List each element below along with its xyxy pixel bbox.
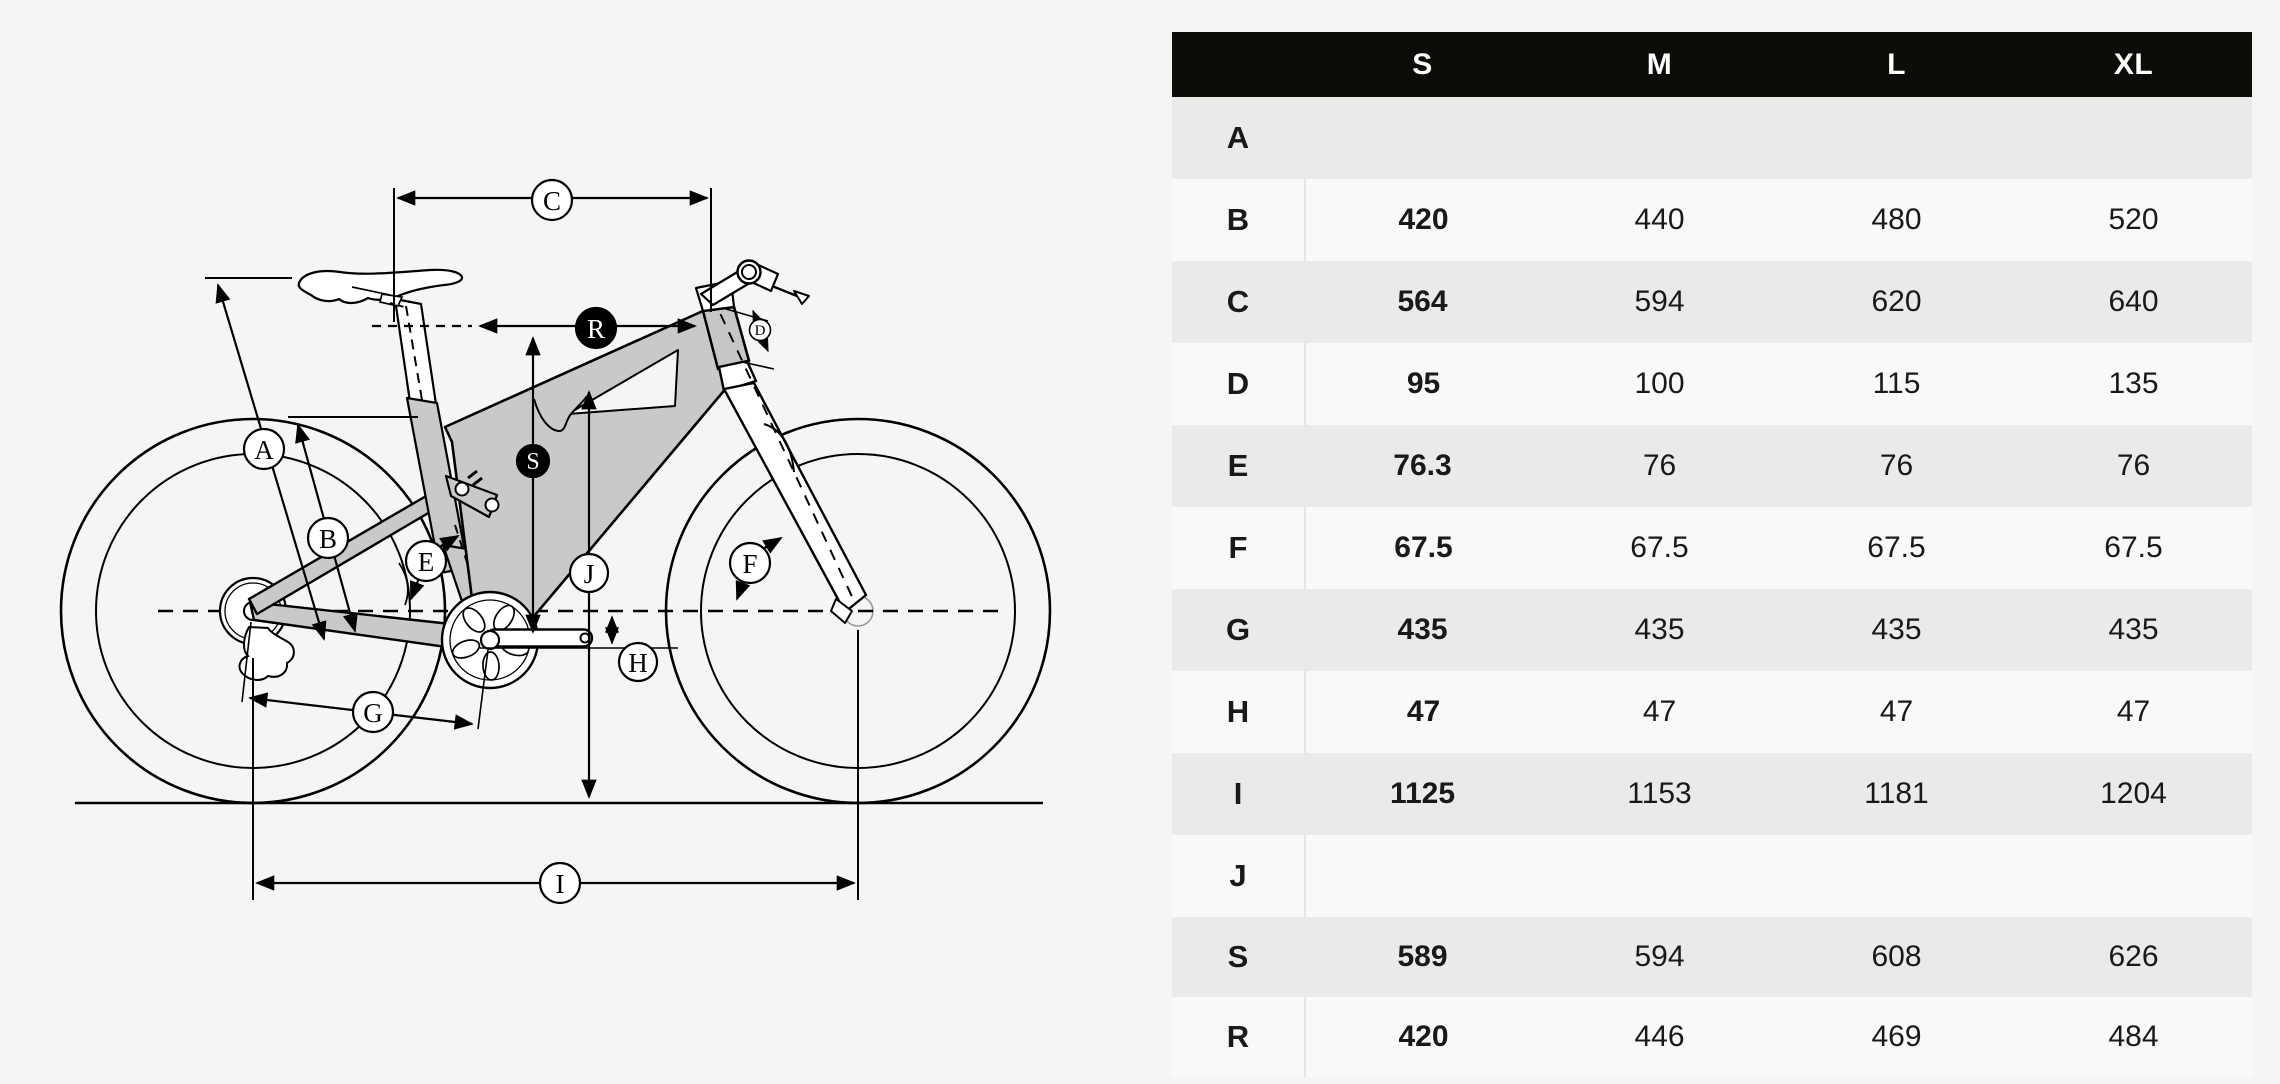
row-label-a: A [1226,120,1250,155]
label-F [730,543,770,583]
label-G [353,692,393,732]
cell-r-l: 469 [1871,1020,1922,1053]
row-label-e: E [1227,448,1249,483]
cell-r-s: 420 [1304,997,1541,1077]
dim-label-R: R [586,314,606,344]
cell-j-xl [2015,835,2252,917]
row-label-i: I [1233,776,1243,811]
column-header-m: M [1646,47,1673,81]
table-row-d [1172,343,2252,425]
cell-e-m: 76 [1642,449,1677,482]
cell-d-s: 95 [1304,343,1541,425]
cell-r-xl: 484 [2108,1020,2159,1053]
cell-i-m: 1153 [1627,777,1692,810]
cell-e-l: 76 [1879,449,1914,482]
cell-s-s: 589 [1397,940,1448,973]
cell-c-s: 564 [1397,285,1448,318]
dim-label-G: G [363,698,383,728]
label-E [406,541,446,581]
cell-j-s [1304,835,1541,917]
cell-h-s: 47 [1304,671,1541,753]
column-header-l: L [1887,47,1906,81]
label-S [517,445,549,477]
cell-j-l [1778,835,2015,917]
cell-h-m: 47 [1642,695,1677,728]
cell-i-l: 1181 [1864,777,1929,810]
label-J [570,554,608,592]
row-label-j: J [1229,858,1247,893]
row-label-d: D [1226,366,1250,401]
table-row-i [1172,753,2252,835]
dim-label-S: S [526,449,540,475]
cell-s-l: 608 [1871,940,1922,973]
cell-h-xl: 47 [2116,695,2151,728]
cell-a-s [1304,97,1541,179]
crankset [442,592,592,688]
dim-label-C: C [542,186,562,216]
cell-j-m [1541,835,1778,917]
table-corner-cell [1172,32,1304,97]
cell-g-m: 435 [1634,613,1685,646]
label-R [576,308,616,348]
cell-g-xl: 435 [2108,613,2159,646]
row-label-r: R [1226,1019,1250,1054]
dim-label-B: B [318,524,338,554]
table-row-j [1172,835,2252,917]
row-label-g: G [1225,612,1251,647]
cell-i-s: 1125 [1389,777,1456,810]
dimension-I [253,630,858,900]
saddle [299,270,462,307]
geometry-size-table [1172,32,2252,1077]
cell-b-s: 420 [1304,179,1541,261]
cell-c-m: 594 [1634,285,1685,318]
table-row-g [1172,589,2252,671]
cell-a-m [1541,97,1778,179]
cell-f-s: 67.5 [1304,507,1541,589]
cell-g-s: 435 [1397,613,1448,646]
cell-e-s: 76.3 [1393,449,1452,482]
cell-c-l: 620 [1871,285,1922,318]
column-header-xl: XL [2113,47,2154,81]
row-label-h: H [1226,694,1250,729]
cell-r-m: 446 [1634,1020,1685,1053]
cell-f-m: 67.5 [1630,531,1689,564]
label-A [244,429,284,469]
dim-label-H: H [628,648,648,678]
dim-label-E: E [417,547,435,577]
cell-b-xl: 520 [2108,203,2159,236]
label-H [619,643,657,681]
label-C [532,180,572,220]
cell-s-m: 594 [1634,940,1685,973]
cell-f-xl: 67.5 [2104,531,2163,564]
label-B [308,518,348,558]
cell-s-xl: 626 [2108,940,2159,973]
cell-g-l: 435 [1871,613,1922,646]
cell-d-xl: 135 [2108,367,2159,400]
table-row-b [1172,179,2252,261]
cell-i-xl: 1204 [2100,777,2167,810]
table-row-c [1172,261,2252,343]
dim-label-A: A [254,435,274,465]
fork [719,361,866,623]
table-row-e [1172,425,2252,507]
dim-label-J: J [583,559,595,589]
row-label-b: B [1226,202,1250,237]
column-header-s: S [1412,47,1433,81]
cell-e-xl: 76 [2116,449,2151,482]
table-row-r [1172,997,2252,1077]
row-label-c: C [1226,284,1250,319]
table-row-h [1172,671,2252,753]
row-label-f: F [1228,530,1248,565]
cell-c-xl: 640 [2108,285,2159,318]
stem-handlebar [696,261,809,312]
cell-f-l: 67.5 [1867,531,1926,564]
cell-a-l [1778,97,2015,179]
cell-d-l: 115 [1872,367,1921,400]
table-row-f [1172,507,2252,589]
dim-label-I: I [555,869,565,899]
table-row-a [1172,97,2252,179]
cell-b-l: 480 [1871,203,1922,236]
dim-label-D: D [754,323,766,339]
cell-b-m: 440 [1634,203,1685,236]
table-row-s [1172,917,2252,997]
cell-h-l: 47 [1879,695,1914,728]
cell-a-xl [2015,97,2252,179]
label-I [540,863,580,903]
label-D [750,320,771,341]
table-header-row [1172,32,2252,97]
row-label-s: S [1227,939,1249,974]
dim-label-F: F [742,549,758,579]
cell-d-m: 100 [1634,367,1685,400]
